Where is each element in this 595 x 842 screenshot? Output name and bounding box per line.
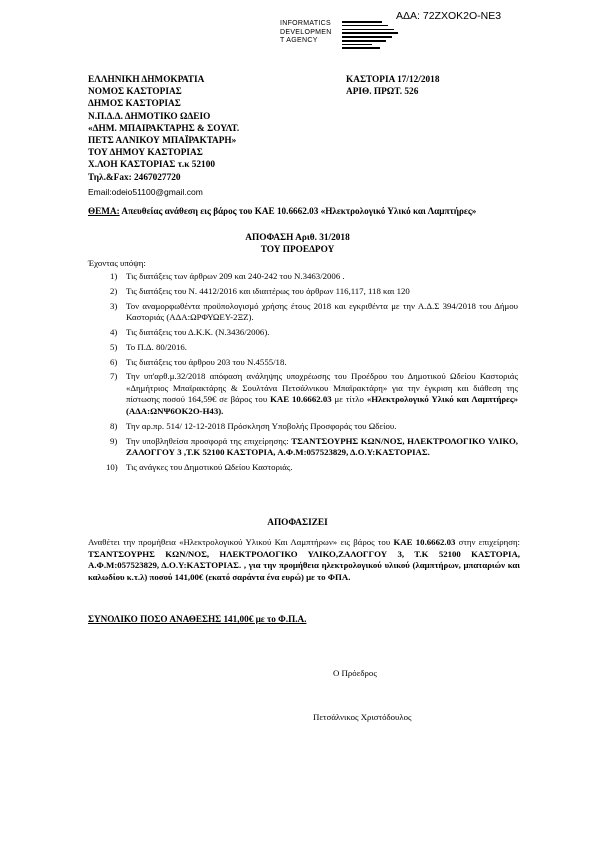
item-number: 3) (110, 300, 118, 311)
supplier-details: ΤΣΑΝΤΣΟΥΡΗΣ ΚΩΝ/ΝΟΣ, ΗΛΕΚΤΡΟΛΟΓΙΚΟ ΥΛΙΚΟ, ΖΑΛΟΓΓΟΥ 3 ,Τ.Κ 52100 ΚΑΣΤΟΡΙΑ, Α.Φ.Μ:057523829, Δ.Ο.Υ:ΚΑΣΤΟΡΙΑΣ. (126, 435, 518, 458)
item-number: 5) (110, 341, 118, 352)
ada-code: ΑΔΑ: 72ΖΧΟΚ2Ο-ΝΕ3 (396, 10, 502, 22)
list-item (88, 271, 518, 283)
item-text: Τις διατάξεις του άρθρου 203 του Ν.4555/18. (126, 356, 287, 367)
list-item (88, 371, 518, 417)
list-item (88, 327, 518, 339)
sender-line: ΠΕΤΣ ΑΛΝΙΚΟΥ ΜΠΑΪΡΑΚΤΑΡΗ» (88, 136, 237, 147)
item-text: Την υποβληθείσα προσφορά της επιχείρησης: (126, 435, 292, 446)
body-text: Αναθέτει την προμήθεια «Ηλεκτρολογικού Υλικού Και Λαμπτήρων» εις βάρος του (88, 537, 394, 547)
decision-title (0, 232, 595, 256)
item-number: 2) (110, 285, 118, 296)
decision-body (88, 537, 520, 583)
item-number: 6) (110, 356, 118, 367)
item-text: Την υπ'αρθ.μ.32/2018 απόφαση ανάληψης υποχρέωσης του Προέδρου του Δημοτικού Ωδείου Καστοριάς «Δημήτριος Μπαϊρακτάρης & Σουλτάνα Πετσάλνικου Μπαϊρακτάρη» για την έγκριση και διάθεση της πίστωσης ποσού 164,59€ σε βάρος του (126, 371, 518, 405)
item-text: Την αρ.πρ. 514/ 12-12-2018 Πρόσκληση Υποβολής Προσφοράς του Ωδείου. (126, 420, 397, 431)
procurement-amount: για την προμήθεια ηλεκτρολογικού υλικού (λαμπτήρων, μπαταριών και καλωδίου κ.τ.λ) ποσού 141,00€ (εκατό σαράντα ένα ευρώ) με το ΦΠΑ. (88, 560, 520, 582)
logo-wordmark (280, 20, 332, 46)
signatory-title: Ο Πρόεδρος (333, 668, 377, 678)
item-text: Τις διατάξεις του Δ.Κ.Κ. (Ν.3436/2006). (126, 326, 270, 337)
signatory-name: Πετσάλνικος Χριστόδουλος (313, 712, 412, 722)
list-item (88, 342, 518, 354)
item-text: Τον αναμορφωθέντα προϋπολογισμό χρήσης έτους 2018 και εγκριθέντα με την Α.Δ.Σ 394/2018 του Δήμου Καστοριάς (ΑΔΑ:ΩΡΦΥΩΕΥ-2ΞΖ). (126, 300, 518, 323)
protocol-number: ΑΡΙΘ. ΠΡΩΤ. 526 (346, 87, 419, 98)
item-number: 1) (110, 271, 118, 281)
sender-block (88, 74, 239, 198)
list-item (88, 462, 518, 474)
sender-line: ΤΟΥ ΔΗΜΟΥ ΚΑΣΤΟΡΙΑΣ (88, 148, 203, 159)
item-text: Τις ανάγκες του Δημοτικού Ωδείου Καστοριάς. (126, 462, 293, 472)
item-number: 4) (110, 326, 118, 337)
document-date: ΚΑΣΤΟΡΙΑ 17/12/2018 (346, 75, 440, 85)
sender-line: Χ.ΛΟΗ ΚΑΣΤΟΡΙΑΣ τ.κ 52100 (88, 160, 215, 171)
sender-line: ΔΗΜΟΣ ΚΑΣΤΟΡΙΑΣ (88, 99, 181, 110)
list-item (88, 357, 518, 369)
logo-line: INFORMATICS (280, 20, 332, 27)
body-text: στην επιχείρηση: (455, 537, 521, 547)
logo-line: T AGENCY (280, 37, 318, 44)
item-number: 7) (110, 371, 118, 382)
sender-line: Ν.Π.Δ.Δ. ΔΗΜΟΤΙΚΟ ΩΔΕΙΟ (88, 111, 211, 122)
sender-line: ΕΛΛΗΝΙΚΗ ΔΗΜΟΚΡΑΤΙΑ (88, 75, 205, 85)
list-item (88, 421, 518, 433)
list-item (88, 286, 518, 298)
logo-line: DEVELOPMEN (280, 28, 332, 36)
sender-line: Τηλ.&Fax: 2467027720 (88, 172, 181, 183)
budget-code: ΚΑΕ 10.6662.03 (393, 537, 456, 547)
logo-graphic (342, 21, 400, 51)
considerations-list (88, 271, 518, 477)
item-number: 10) (106, 462, 118, 472)
subject-label: ΘΕΜΑ: (88, 206, 120, 216)
total-amount: ΣΥΝΟΛΙΚΟ ΠΟΣΟ ΑΝΑΘΕΣΗΣ 141,00€ με το Φ.Π.Α. (88, 614, 307, 624)
subject-text: Απευθείας ανάθεση εις βάρος του ΚΑΕ 10.6662.03 «Ηλεκτρολογικό Υλικό και Λαμπτήρες» (119, 206, 477, 216)
decision-number: ΑΠΟΦΑΣΗ Αριθ. 31/2018 (245, 233, 350, 243)
decides-heading: ΑΠΟΦΑΣΙΖΕΙ (267, 518, 328, 528)
budget-code: ΚΑΕ 10.6662.03 (270, 394, 332, 405)
supplier-details: ΤΣΑΝΤΣΟΥΡΗΣ ΚΩΝ/ΝΟΣ, ΗΛΕΚΤΡΟΛΟΓΙΚΟ ΥΛΙΚΟ,ΖΑΛΟΓΓΟΥ 3, Τ.Κ 52100 ΚΑΣΤΟΡΙΑ, Α.Φ.Μ:057523829, Δ.Ο.Υ:ΚΑΣΤΟΡΙΑΣ. , (88, 548, 520, 570)
informatics-agency-logo (280, 20, 400, 56)
sender-line: ΝΟΜΟΣ ΚΑΣΤΟΡΙΑΣ (88, 87, 182, 98)
having-in-mind-label: Έχοντας υπόψη: (88, 258, 146, 268)
item-text: με τίτλο (331, 394, 367, 405)
item-number: 8) (110, 420, 118, 431)
budget-title: «Ηλεκτρολογικό Υλικό και Λαμπτήρες» (ΑΔΑ:ΩΝΨ6ΟΚ2Ο-Η43). (126, 394, 518, 417)
list-item (88, 301, 518, 324)
sender-email: Email:odeio51100@gmail.com (88, 186, 203, 197)
list-item (88, 436, 518, 459)
item-text: Το Π.Δ. 80/2016. (126, 341, 188, 352)
sender-line: «ΔΗΜ. ΜΠΑΙΡΑΚΤΑΡΗΣ & ΣΟΥΛΤ. (88, 123, 240, 134)
item-text: Τις διατάξεις του Ν. 4412/2016 και ιδιαιτέρως του άρθρων 116,117, 118 και 120 (126, 285, 410, 296)
subject-line (88, 205, 518, 217)
date-and-protocol (346, 74, 439, 98)
item-number: 9) (110, 435, 118, 446)
item-text: Τις διατάξεις των άρθρων 209 και 240-242 του Ν.3463/2006 . (126, 271, 345, 281)
decision-subtitle: ΤΟΥ ΠΡΟΕΔΡΟΥ (260, 245, 335, 255)
